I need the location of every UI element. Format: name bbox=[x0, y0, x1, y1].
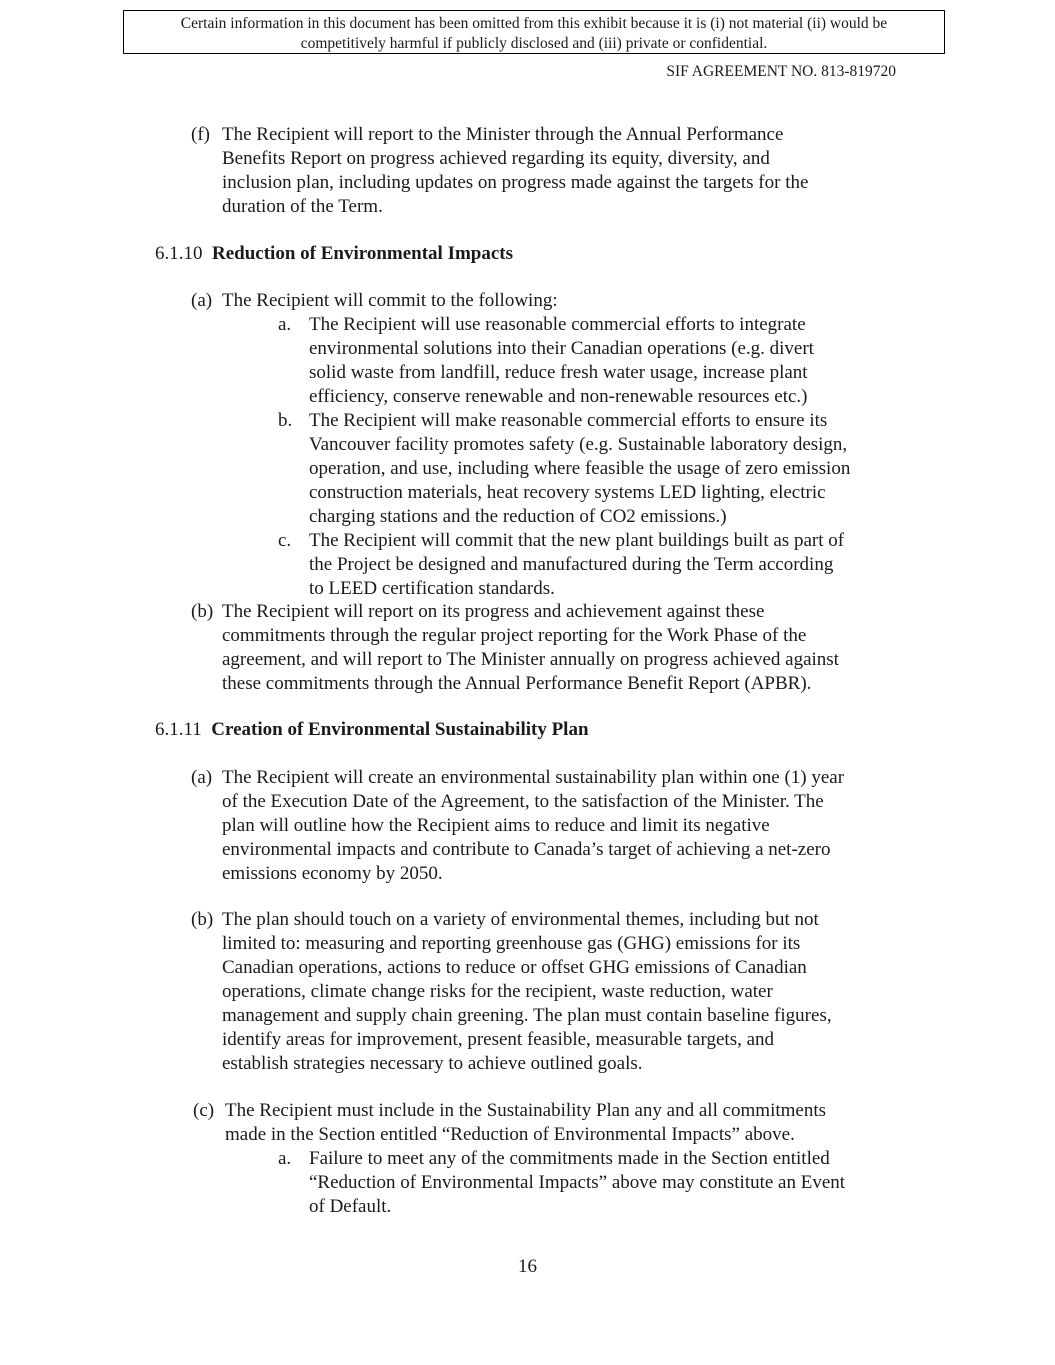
list-item-line: The Recipient will make reasonable commercial efforts to ensure its bbox=[309, 410, 828, 431]
agreement-number: SIF AGREEMENT NO. 813-819720 bbox=[666, 63, 896, 80]
paragraph-line: limited to: measuring and reporting greenhouse gas (GHG) emissions for its bbox=[222, 933, 801, 954]
list-item-line: charging stations and the reduction of CO2 emissions.) bbox=[309, 506, 727, 527]
list-marker: (a) bbox=[191, 767, 213, 788]
section-number: 6.1.10 bbox=[155, 243, 203, 264]
paragraph-line: Canadian operations, actions to reduce or offset GHG emissions of Canadian bbox=[222, 957, 807, 978]
section-heading-6-1-10 bbox=[155, 242, 513, 266]
list-item-line: of Default. bbox=[309, 1196, 392, 1217]
list-marker: (b) bbox=[191, 909, 214, 930]
paragraph-line: operations, climate change risks for the recipient, waste reduction, water bbox=[222, 981, 773, 1002]
list-item-line: efficiency, conserve renewable and non-renewable resources etc.) bbox=[309, 386, 808, 407]
list-marker: c. bbox=[278, 530, 292, 551]
list-marker: (b) bbox=[191, 601, 214, 622]
paragraph-line: Benefits Report on progress achieved regarding its equity, diversity, and bbox=[222, 148, 770, 169]
list-item-line: environmental solutions into their Canadian operations (e.g. divert bbox=[309, 338, 814, 359]
paragraph-line: The Recipient must include in the Sustainability Plan any and all commitments bbox=[225, 1100, 827, 1121]
list-item-line: to LEED certification standards. bbox=[309, 578, 555, 599]
section-title: Reduction of Environmental Impacts bbox=[212, 243, 514, 264]
list-item-line: solid waste from landfill, reduce fresh water usage, increase plant bbox=[309, 362, 808, 383]
list-item-line: The Recipient will use reasonable commercial efforts to integrate bbox=[309, 314, 806, 335]
paragraph-line: emissions economy by 2050. bbox=[222, 863, 443, 884]
list-item-line: Vancouver facility promotes safety (e.g. Sustainable laboratory design, bbox=[309, 434, 848, 455]
list-marker: a. bbox=[278, 1148, 292, 1169]
paragraph-line: duration of the Term. bbox=[222, 196, 383, 217]
paragraph-line: of the Execution Date of the Agreement, to the satisfaction of the Minister. The bbox=[222, 791, 824, 812]
list-item-line: the Project be designed and manufactured during the Term according bbox=[309, 554, 834, 575]
redaction-notice bbox=[123, 10, 945, 54]
list-item-line: Failure to meet any of the commitments made in the Section entitled bbox=[309, 1148, 830, 1169]
list-marker: b. bbox=[278, 410, 293, 431]
paragraph-line: establish strategies necessary to achieve outlined goals. bbox=[222, 1053, 643, 1074]
paragraph-line: The plan should touch on a variety of environmental themes, including but not bbox=[222, 909, 819, 930]
paragraph-line: The Recipient will commit to the following: bbox=[222, 290, 558, 311]
section-heading-6-1-11 bbox=[155, 718, 589, 742]
section-f-marker: (f) bbox=[191, 124, 210, 145]
paragraph-line: The Recipient will report on its progress and achievement against these bbox=[222, 601, 765, 622]
paragraph-line: The Recipient will create an environmental sustainability plan within one (1) year bbox=[222, 767, 845, 788]
list-item-line: construction materials, heat recovery systems LED lighting, electric bbox=[309, 482, 826, 503]
page-number: 16 bbox=[518, 1256, 537, 1277]
paragraph-line: these commitments through the Annual Performance Benefit Report (APBR). bbox=[222, 673, 812, 694]
paragraph-line: management and supply chain greening. The plan must contain baseline figures, bbox=[222, 1005, 832, 1026]
section-number: 6.1.11 bbox=[155, 719, 202, 740]
paragraph-line: made in the Section entitled “Reduction of Environmental Impacts” above. bbox=[225, 1124, 795, 1145]
list-item-line: The Recipient will commit that the new plant buildings built as part of bbox=[309, 530, 845, 551]
list-marker: (c) bbox=[193, 1100, 215, 1121]
list-marker: a. bbox=[278, 314, 292, 335]
section-title: Creation of Environmental Sustainability Plan bbox=[211, 719, 589, 740]
paragraph-line: agreement, and will report to The Minister annually on progress achieved against bbox=[222, 649, 839, 670]
paragraph-line: environmental impacts and contribute to Canada’s target of achieving a net-zero bbox=[222, 839, 831, 860]
paragraph-line: The Recipient will report to the Minister through the Annual Performance bbox=[222, 124, 784, 145]
notice-line-1: Certain information in this document has been omitted from this exhibit because it is (i) not material (ii) would be bbox=[180, 15, 888, 32]
list-item-line: operation, and use, including where feasible the usage of zero emission bbox=[309, 458, 851, 479]
paragraph-line: commitments through the regular project reporting for the Work Phase of the bbox=[222, 625, 807, 646]
notice-line-2: competitively harmful if publicly disclosed and (iii) private or confidential. bbox=[300, 35, 768, 52]
list-item-line: “Reduction of Environmental Impacts” above may constitute an Event bbox=[309, 1172, 846, 1193]
list-marker: (a) bbox=[191, 290, 213, 311]
paragraph-line: inclusion plan, including updates on progress made against the targets for the bbox=[222, 172, 809, 193]
paragraph-line: plan will outline how the Recipient aims to reduce and limit its negative bbox=[222, 815, 770, 836]
paragraph-line: identify areas for improvement, present feasible, measurable targets, and bbox=[222, 1029, 775, 1050]
